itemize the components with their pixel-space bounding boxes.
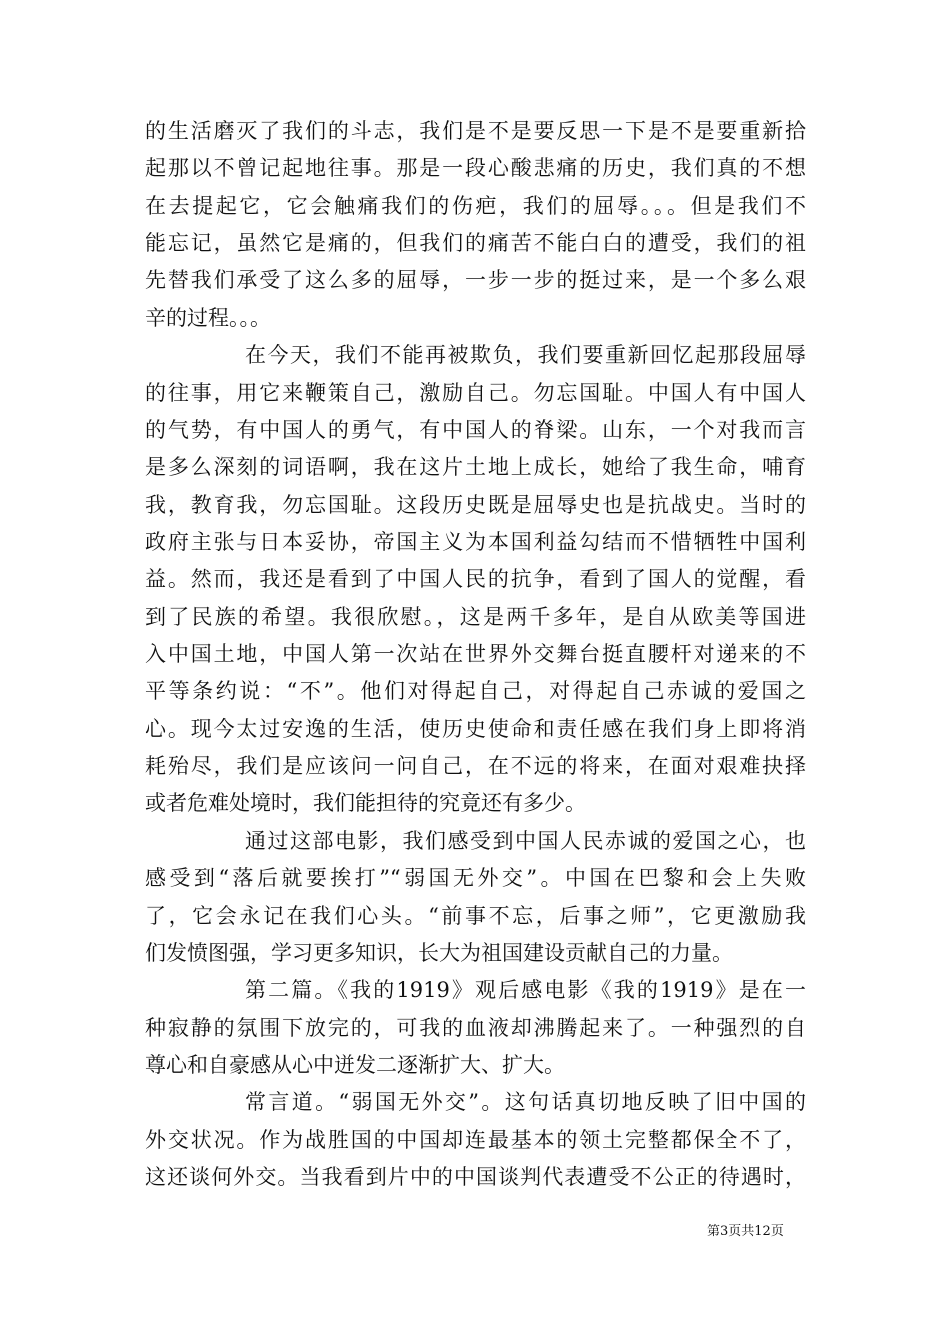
paragraph-first-line: 常言道。“弱国无外交”。这句话真切地反映了旧中国的 xyxy=(245,1090,806,1115)
text-line: 们发愤图强，学习更多知识，长大为祖国建设贡献自己的力量。 xyxy=(145,940,733,965)
text-line: 益。然而，我还是看到了中国人民的抗争，看到了国人的觉醒，看 xyxy=(145,567,806,592)
page-number-footer: 第3页共12页 xyxy=(707,1224,784,1239)
text-line: 辛的过程。。。 xyxy=(145,305,271,330)
text-line: 或者危难处境时，我们能担待的究竟还有多少。 xyxy=(145,791,586,816)
text-line: 我，教育我，勿忘国耻。这段历史既是屈辱史也是抗战史。当时的 xyxy=(145,492,806,517)
text-line: 的往事，用它来鞭策自己，激励自己。勿忘国耻。中国人有中国人 xyxy=(145,380,806,405)
text-line: 种寂静的氛围下放完的，可我的血液却沸腾起来了。一种强烈的自 xyxy=(145,1015,806,1040)
text-line: 的生活磨灭了我们的斗志，我们是不是要反思一下是不是要重新拾 xyxy=(145,119,806,143)
text-line: 心。现今太过安逸的生活，使历史使命和责任感在我们身上即将消 xyxy=(145,716,806,741)
paragraph-first-line: 通过这部电影，我们感受到中国人民赤诚的爱国之心，也 xyxy=(245,828,806,853)
paragraph-first-line: 在今天，我们不能再被欺负，我们要重新回忆起那段屈辱 xyxy=(245,343,806,368)
text-line: 到了民族的希望。我很欣慰。，这是两千多年，是自从欧美等国进 xyxy=(145,604,806,629)
text-line: 这还谈何外交。当我看到片中的中国谈判代表遭受不公正的待遇时， xyxy=(145,1165,806,1190)
text-line: 的气势，有中国人的勇气，有中国人的脊梁。山东，一个对我而言 xyxy=(145,417,806,442)
text-line: 能忘记，虽然它是痛的，但我们的痛苦不能白白的遭受，我们的祖 xyxy=(145,231,806,256)
text-line: 外交状况。作为战胜国的中国却连最基本的领土完整都保全不了， xyxy=(145,1127,806,1152)
text-line: 了，它会永记在我们心头。“前事不忘，后事之师”，它更激励我 xyxy=(145,903,806,928)
text-line: 政府主张与日本妥协，帝国主义为本国利益勾结而不惜牺牲中国利 xyxy=(145,529,806,554)
text-line: 入中国土地，中国人第一次站在世界外交舞台挺直腰杆对递来的不 xyxy=(145,642,806,667)
text-line: 先替我们承受了这么多的屈辱，一步一步的挺过来，是一个多么艰 xyxy=(145,268,806,293)
text-line: 耗殆尽，我们是应该问一问自己，在不远的将来，在面对艰难抉择 xyxy=(145,754,806,779)
text-line: 平等条约说：“不”。他们对得起自己，对得起自己赤诚的爱国之 xyxy=(145,679,806,704)
text-line: 在去提起它，它会触痛我们的伤疤，我们的屈辱。。。但是我们不 xyxy=(145,193,806,218)
text-line: 尊心和自豪感从心中迸发二逐渐扩大、扩大。 xyxy=(145,1052,565,1077)
paragraph-first-line: 第二篇。《我的1919》观后感电影《我的1919》是在一 xyxy=(245,978,806,1003)
body-text xyxy=(145,113,806,1196)
text-line: 是多么深刻的词语啊，我在这片土地上成长，她给了我生命，哺育 xyxy=(145,455,806,480)
text-line: 感受到“落后就要挨打”“弱国无外交”。中国在巴黎和会上失败 xyxy=(145,866,806,891)
text-line: 起那以不曾记起地往事。那是一段心酸悲痛的历史，我们真的不想 xyxy=(145,156,806,181)
